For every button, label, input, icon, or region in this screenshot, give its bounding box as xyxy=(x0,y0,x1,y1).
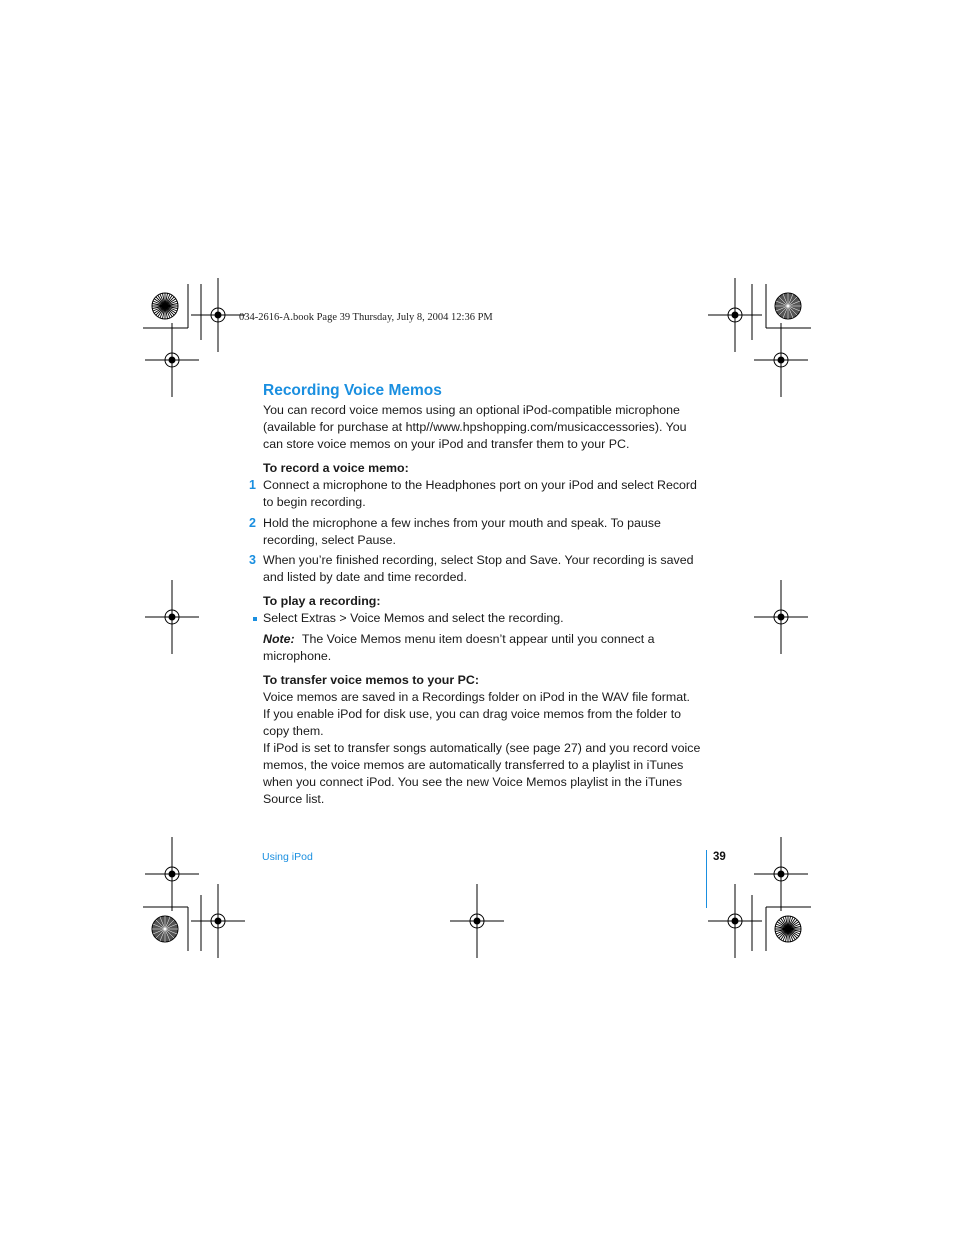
step-text: When you’re finished recording, select Stop and Save. Your recording is saved and listed by date and time recorded. xyxy=(263,553,694,584)
registration-mark-bottom-center xyxy=(450,884,504,958)
transfer-heading: To transfer voice memos to your PC: xyxy=(263,673,479,687)
registration-star-top-right xyxy=(775,293,801,319)
registration-mark-top-right-inner xyxy=(708,278,762,352)
footer-section-name: Using iPod xyxy=(262,851,313,863)
registration-mark-right-middle xyxy=(754,580,808,654)
record-step-2 xyxy=(249,515,708,549)
play-heading: To play a recording: xyxy=(263,594,381,608)
registration-mark-left-lower xyxy=(145,837,199,911)
page-content xyxy=(249,381,708,808)
registration-mark-bottom-left-inner xyxy=(191,884,245,958)
registration-star-top-left xyxy=(152,293,178,319)
bullet-text: Select Extras > Voice Memos and select the recording. xyxy=(263,611,564,625)
registration-mark-bottom-right-inner xyxy=(708,884,762,958)
registration-star-bottom-left xyxy=(152,916,178,942)
step-text: Hold the microphone a few inches from your mouth and speak. To pause recording, select Pause. xyxy=(263,516,661,547)
note xyxy=(263,631,708,665)
registration-mark-right-upper xyxy=(754,323,808,397)
play-bullet xyxy=(263,610,708,627)
registration-mark-right-lower xyxy=(754,837,808,911)
intro-paragraph: You can record voice memos using an optional iPod-compatible microphone (available for purchase at http//www.hpshopping.com/musicaccessories). You can store voice memos on your iPod and transfer them to your PC. xyxy=(263,403,687,451)
registration-mark-top-left-inner xyxy=(191,278,245,352)
note-label: Note: xyxy=(263,632,295,646)
registration-star-bottom-right xyxy=(775,916,801,942)
note-text: The Voice Memos menu item doesn’t appear until you connect a microphone. xyxy=(263,632,655,663)
step-number: 3 xyxy=(249,553,256,567)
record-step-3 xyxy=(249,552,708,586)
record-step-1 xyxy=(249,477,708,511)
bullet-icon xyxy=(253,617,257,621)
transfer-paragraph-2: If you enable iPod for disk use, you can drag voice memos from the folder to copy them. xyxy=(263,707,682,738)
page-title: Recording Voice Memos xyxy=(263,382,442,399)
transfer-paragraph-3: If iPod is set to transfer songs automatically (see page 27) and you record voice memos, the voice memos are automatically transferred to a playlist in iTunes when you connect iPod. You see the new Voice Memos playlist in the iTunes Source list. xyxy=(263,741,701,806)
transfer-paragraph-1: Voice memos are saved in a Recordings folder on iPod in the WAV file format. xyxy=(263,690,690,704)
page-number: 39 xyxy=(713,851,726,863)
registration-mark-left-upper xyxy=(145,323,199,397)
step-text: Connect a microphone to the Headphones port on your iPod and select Record to begin recording. xyxy=(263,478,697,509)
footer-divider xyxy=(706,850,707,908)
step-number: 1 xyxy=(249,478,256,492)
registration-mark-left-middle xyxy=(145,580,199,654)
record-heading: To record a voice memo: xyxy=(263,461,409,475)
print-slug: 034-2616-A.book Page 39 Thursday, July 8, 2004 12:36 PM xyxy=(239,312,493,323)
step-number: 2 xyxy=(249,516,256,530)
